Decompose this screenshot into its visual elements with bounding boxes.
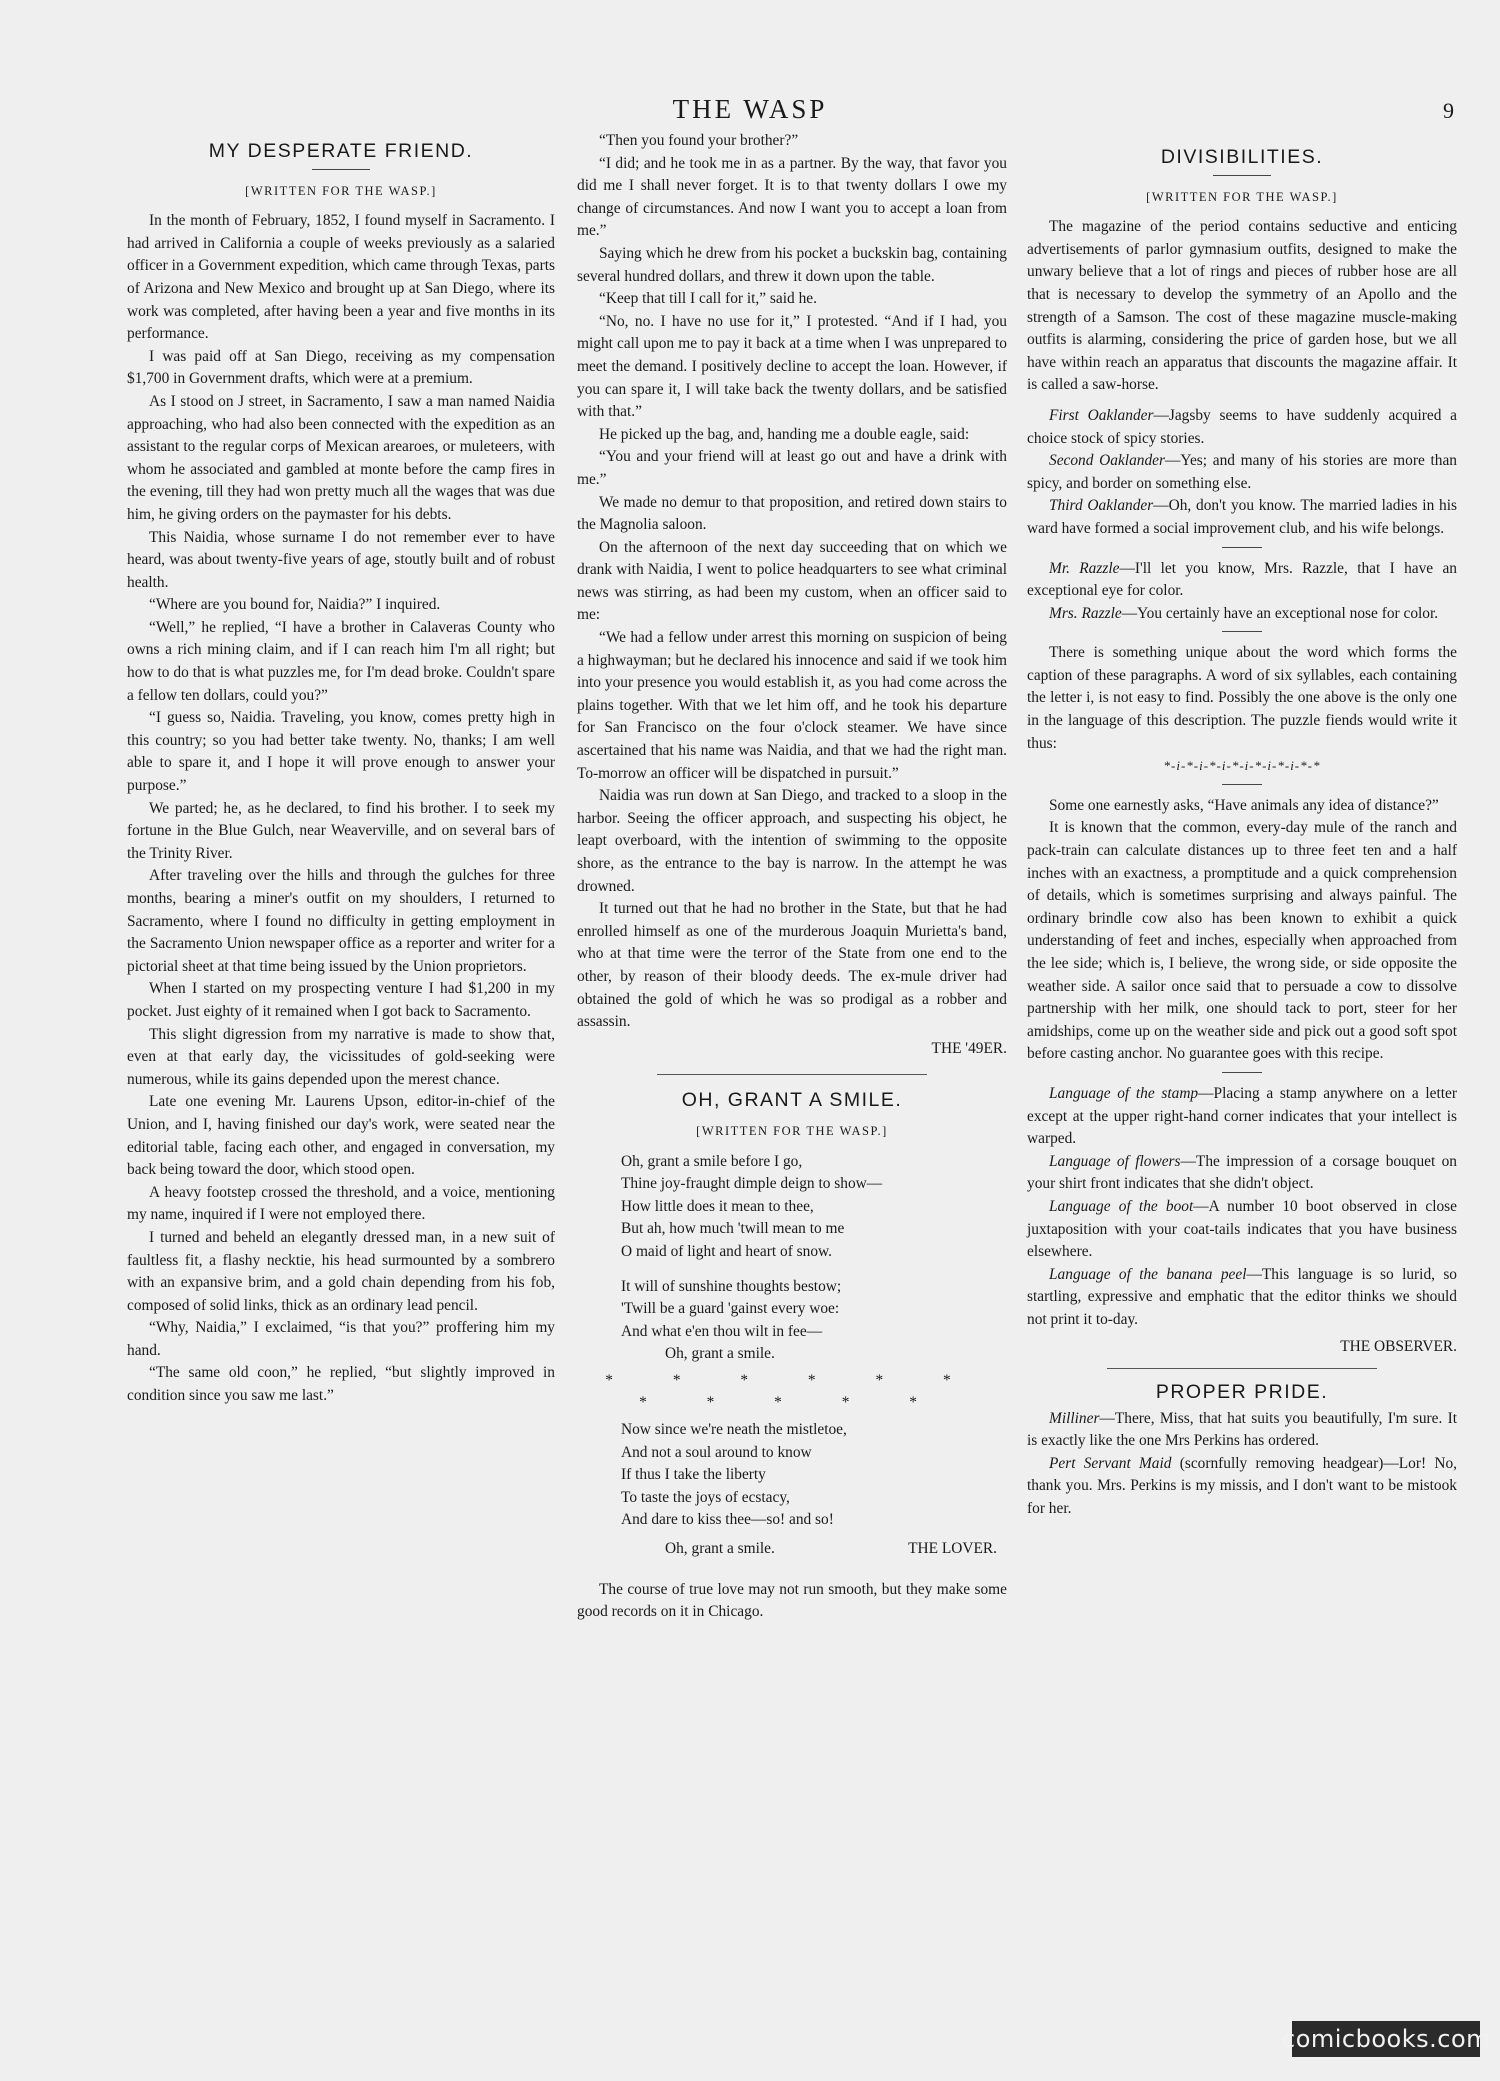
watermark-logo: comicbooks.com — [1292, 2021, 1480, 2057]
poem-line: And not a soul around to know — [621, 1443, 812, 1461]
poem-line: Now since we're neath the mistletoe, — [621, 1421, 847, 1439]
poem-line: O maid of light and heart of snow. — [621, 1242, 833, 1260]
masthead-title: THE WASP — [672, 94, 828, 124]
paragraph: It is known that the common, every-day mule of the ranch and pack-train can calculate distances up to three feet ten and a half inches with an exactness, a promptitude and a quick comprehension of details, which is sometimes surprising and always painful. The ordinary brindle cow also has been known to exhibit a quick understanding of feet and inches, especially when approached from the lee side; which is, I believe, the wrong side, or side opposite the weather side. A sailor once said that to persuade a cow to dissolve partnership with her milk, one should tack to port, steer for her amidships, come up on the weather side and pick out a good soft spot before casting anchor. No guarantee goes with this recipe. — [1027, 819, 1457, 1063]
article-title-proper-pride: PROPER PRIDE. — [1155, 1381, 1329, 1404]
poem-stanza — [621, 1419, 1007, 1532]
paragraph: “You and your friend will at least go out and have a drink with me.” — [577, 448, 1007, 488]
paragraph: It turned out that he had no brother in the State, but that he had enrolled himself as one of the murderous Joaquin Murietta's band, who at that time were the terror of the State from one end to the other, by reason of their bloody deeds. The ex-mule driver had obtained the gold of which he was so prodigal as a robber and assassin. — [577, 900, 1007, 1031]
article-title-desperate-friend: MY DESPERATE FRIEND. — [208, 140, 474, 162]
article-title-grant-a-smile: OH, GRANT A SMILE. — [681, 1089, 903, 1112]
poem-final-line — [621, 1538, 1007, 1561]
section-rule — [1107, 1368, 1377, 1369]
paragraph: There is something unique about the word which forms the caption of these paragraphs. A word of six syllables, each containing the letter i, is not easy to find. Possibly the one above is the only one in the language of this description. The puzzle fiends would write it thus: — [1027, 644, 1457, 752]
asterism: * * * * * * * * * * * — [605, 1371, 979, 1412]
speaker: First Oaklander — [1049, 406, 1154, 424]
paragraph: This Naidia, whose surname I do not remember ever to have heard, was about twenty-five years of age, stoutly built and of robust health. — [127, 528, 555, 591]
signature-lover: THE LOVER. — [908, 1540, 997, 1558]
dialogue-line: Second Oaklander—Yes; and many of his stories are more than spicy, and border on something else. — [1027, 452, 1457, 492]
column-right — [1027, 146, 1457, 1521]
title-rule — [312, 169, 370, 170]
paragraph-closing: The course of true love may not run smooth, but they make some good records on it in Chicago. — [577, 1580, 1007, 1621]
dialogue-line: Mr. Razzle—I'll let you know, Mrs. Razzle, that I have an exceptional eye for color. — [1027, 559, 1457, 600]
poem-line: Oh, grant a smile before I go, — [621, 1152, 803, 1170]
paragraph: The magazine of the period contains seductive and enticing advertisements of parlor gymnasium outfits, designed to make the unwary believe that a lot of rings and pieces of rubber hose are all that is necessary to develop the symmetry of an Apollo and the strength of a Samson. The cost of these magazine muscle-making outfits is alarming, considering the price of garden hose, but we all have within reach an apparatus that discounts the magazine affair. It is called a saw-horse. — [1027, 218, 1457, 394]
paragraph: We parted; he, as he declared, to find his brother. I to seek my fortune in the Blue Gulch, near Weaverville, and on several bars of the Trinity River. — [127, 799, 555, 862]
page-number: 9 — [1443, 98, 1454, 123]
title-rule — [1213, 175, 1271, 176]
dialogue-line: Pert Servant Maid (scornfully removing headgear)—Lor! No, thank you. Mrs. Perkins is my missis, and I don't want to be mistook for her. — [1027, 1454, 1457, 1518]
poem-stanza — [621, 1276, 1007, 1366]
dialogue-line: Third Oaklander—Oh, don't you know. The married ladies in his ward have formed a social improvement club, and his wife belongs. — [1027, 497, 1457, 537]
paragraph: After traveling over the hills and through the gulches for three months, bearing a miner's outfit on my shoulders, I returned to Sacramento, where I found no difficulty in getting employment in the Sacramento Union newspaper office as a reporter and writer for a pictorial sheet at that time being issued by the Union proprietors. — [127, 867, 555, 975]
signature-49er: THE '49ER. — [931, 1039, 1007, 1057]
paragraph: This slight digression from my narrative is made to show that, even at that early day, the vicissitudes of gold-seeking were numerous, while its gains depended upon the merest chance. — [127, 1025, 555, 1088]
paragraph: Naidia was run down at San Diego, and tracked to a sloop in the harbor. Seeing the officer approach, and suspecting his object, he leapt overboard, with the intention of swimming to the opposite shore, as the entrance to the bay is narrow. In the attempt he was drowned. — [577, 787, 1007, 895]
paragraph: He picked up the bag, and, handing me a double eagle, said: — [599, 425, 970, 443]
poem-refrain: Oh, grant a smile. — [665, 1540, 775, 1558]
poem-continued — [577, 1419, 1007, 1561]
divider — [1222, 631, 1262, 632]
paragraph: Late one evening Mr. Laurens Upson, editor-in-chief of the Union, and I, having finished our day's work, were seated near the editorial table, facing each other, and engaged in conversation, my back being toward the door, which stood open. — [127, 1093, 555, 1179]
poem-line: And what e'en thou wilt in fee— — [621, 1322, 823, 1340]
paragraph: “We had a fellow under arrest this morning on suspicion of being a highwayman; but he declared his innocence and said if we took him into your presence you would establish it, as you had come across the plains together. With that we let him off, and he took his departure for San Francisco on the four o'clock steamer. We have since ascertained that his name was Naidia, and that we had the right man. To-morrow an officer will be dispatched in pursuit.” — [577, 629, 1007, 782]
paragraph: “Where are you bound for, Naidia?” I inquired. — [149, 596, 441, 614]
speaker: Pert Servant Maid — [1049, 1454, 1172, 1472]
paragraph: On the afternoon of the next day succeeding that on which we drank with Naidia, I went to police headquarters to see what criminal news was stirring, as had been my custom, when an officer said to me: — [577, 538, 1007, 624]
paragraph: “I did; and he took me in as a partner. By the way, that favor you did me I shall never forget. It is to that twenty dollars I owe my change of circumstances. And now I want you to accept a loan from me.” — [577, 154, 1007, 240]
paragraph: When I started on my prospecting venture I had $1,200 in my pocket. Just eighty of it remained when I got back to Sacramento. — [127, 980, 555, 1020]
column-left — [127, 140, 555, 1408]
language-line: Language of the banana peel—This language is so lurid, so startling, expressive and emphatic that the editor thinks we should not print it to-day. — [1027, 1265, 1457, 1328]
speaker: Second Oaklander — [1049, 452, 1165, 470]
poem — [577, 1151, 1007, 1366]
poem-line: But ah, how much 'twill mean to me — [621, 1220, 845, 1238]
dialogue-line: First Oaklander—Jagsby seems to have suddenly acquired a choice stock of spicy stories. — [1027, 406, 1457, 447]
speaker: Third Oaklander — [1049, 497, 1154, 515]
poem-line: To taste the joys of ecstacy, — [621, 1488, 790, 1506]
heading: Language of the stamp — [1049, 1084, 1199, 1102]
paragraph: I turned and beheld an elegantly dressed man, in a new suit of faultless fit, a flashy necktie, his head surmounted by a sombrero with an expansive brim, and a gold chain depending from his fob, composed of solid links, thick as an ordinary lead pencil. — [127, 1228, 555, 1314]
paragraph: “Keep that till I call for it,” said he. — [599, 290, 817, 308]
article-title-divisibilities: DIVISIBILITIES. — [1160, 146, 1324, 168]
byline: [WRITTEN FOR THE WASP.] — [245, 183, 437, 198]
dialogue-line: Milliner—There, Miss, that hat suits you beautifully, I'm sure. It is exactly like the one Mrs Perkins has ordered. — [1027, 1409, 1457, 1450]
language-line: Language of flowers—The impression of a corsage bouquet on your shirt front indicates that she didn't object. — [1027, 1152, 1457, 1193]
divider — [1222, 784, 1262, 785]
byline: [WRITTEN FOR THE WASP.] — [1146, 189, 1338, 204]
poem-line: If thus I take the liberty — [621, 1466, 766, 1484]
heading: Language of flowers — [1049, 1152, 1181, 1170]
paragraph: “Then you found your brother?” — [599, 132, 799, 149]
heading: Language of the boot — [1049, 1197, 1194, 1215]
dialogue-line: Mrs. Razzle—You certainly have an exceptional nose for color. — [1049, 604, 1439, 622]
poem-stanza — [621, 1151, 1007, 1264]
paragraph: “The same old coon,” he replied, “but slightly improved in condition since you saw me last.” — [127, 1364, 555, 1405]
puzzle-word: *-i-*-i-*-i-*-i-*-i-*-i-*-* — [1163, 758, 1321, 774]
byline: [WRITTEN FOR THE WASP.] — [696, 1123, 888, 1138]
paragraph: Some one earnestly asks, “Have animals any idea of distance?” — [1049, 796, 1439, 814]
paragraph: A heavy footstep crossed the threshold, and a voice, mentioning my name, inquired if I were not employed there. — [127, 1183, 555, 1224]
signature-observer: THE OBSERVER. — [1340, 1337, 1457, 1355]
language-line: Language of the boot—A number 10 boot observed in close juxtaposition with your coat-tails indicates that you have business elsewhere. — [1027, 1197, 1457, 1261]
speaker: Milliner — [1049, 1409, 1100, 1427]
poem-line: And dare to kiss thee—so! and so! — [621, 1511, 834, 1529]
poem-line: How little does it mean to thee, — [621, 1197, 814, 1215]
paragraph: In the month of February, 1852, I found myself in Sacramento. I had arrived in California a couple of weeks previously as a salaried officer in a Government expedition, which came through Texas, parts of Arizona and New Mexico and brought up at San Diego, where its work was completed, after having been a year and five months in its performance. — [127, 212, 555, 343]
heading: Language of the banana peel — [1049, 1265, 1247, 1283]
speaker: Mrs. Razzle — [1049, 604, 1122, 622]
paragraph: Saying which he drew from his pocket a buckskin bag, containing several hundred dollars, and threw it down upon the table. — [577, 244, 1007, 285]
poem-refrain: Oh, grant a smile. — [665, 1345, 775, 1363]
paragraph: “Well,” he replied, “I have a brother in Calaveras County who owns a rich mining claim, and if I can reach him I'm all right; but how to do that is what puzzles me, for I'm dead broke. Couldn't spare a fellow ten dollars, could you?” — [127, 618, 555, 704]
poem-line: It will of sunshine thoughts bestow; — [621, 1277, 842, 1295]
paragraph: “No, no. I have no use for it,” I protested. “And if I had, you might call upon me to pay it back at a time when I was unprepared to meet the demand. I positively decline to accept the loan. However, if you can spare it, I will take back the twenty dollars, and be satisfied with that.” — [577, 312, 1007, 421]
poem-line: Thine joy-fraught dimple deign to show— — [621, 1175, 883, 1193]
section-rule — [657, 1074, 927, 1075]
speaker: Mr. Razzle — [1049, 559, 1120, 577]
poem-line: 'Twill be a guard 'gainst every woe: — [621, 1300, 840, 1318]
paragraph: We made no demur to that proposition, and retired down stairs to the Magnolia saloon. — [577, 493, 1007, 534]
divider — [1222, 1072, 1262, 1073]
paragraph: “Why, Naidia,” I exclaimed, “is that you?” proffering him my hand. — [127, 1319, 555, 1359]
paragraph: As I stood on J street, in Sacramento, I saw a man named Naidia approaching, who had also been connected with the expedition as an assistant to the regular corps of Mexican arearoes, or muleteers, with whom he associated and gambled at monte before the camp fires in the evening, till they had won pretty much all the wages that was due him, he giving orders on the paymaster for his debts. — [127, 392, 555, 523]
column-middle — [577, 130, 1007, 1624]
divider — [1222, 547, 1262, 548]
paragraph: I was paid off at San Diego, receiving as my compensation $1,700 in Government drafts, which were at a premium. — [127, 347, 555, 388]
language-line: Language of the stamp—Placing a stamp anywhere on a letter except at the upper right-hand corner indicates that your intellect is warped. — [1027, 1084, 1457, 1148]
paragraph: “I guess so, Naidia. Traveling, you know, comes pretty high in this country; so you had better take twenty. No, thanks; I am well able to spare it, and I hope it will prove enough to answer your purpose.” — [127, 709, 555, 795]
